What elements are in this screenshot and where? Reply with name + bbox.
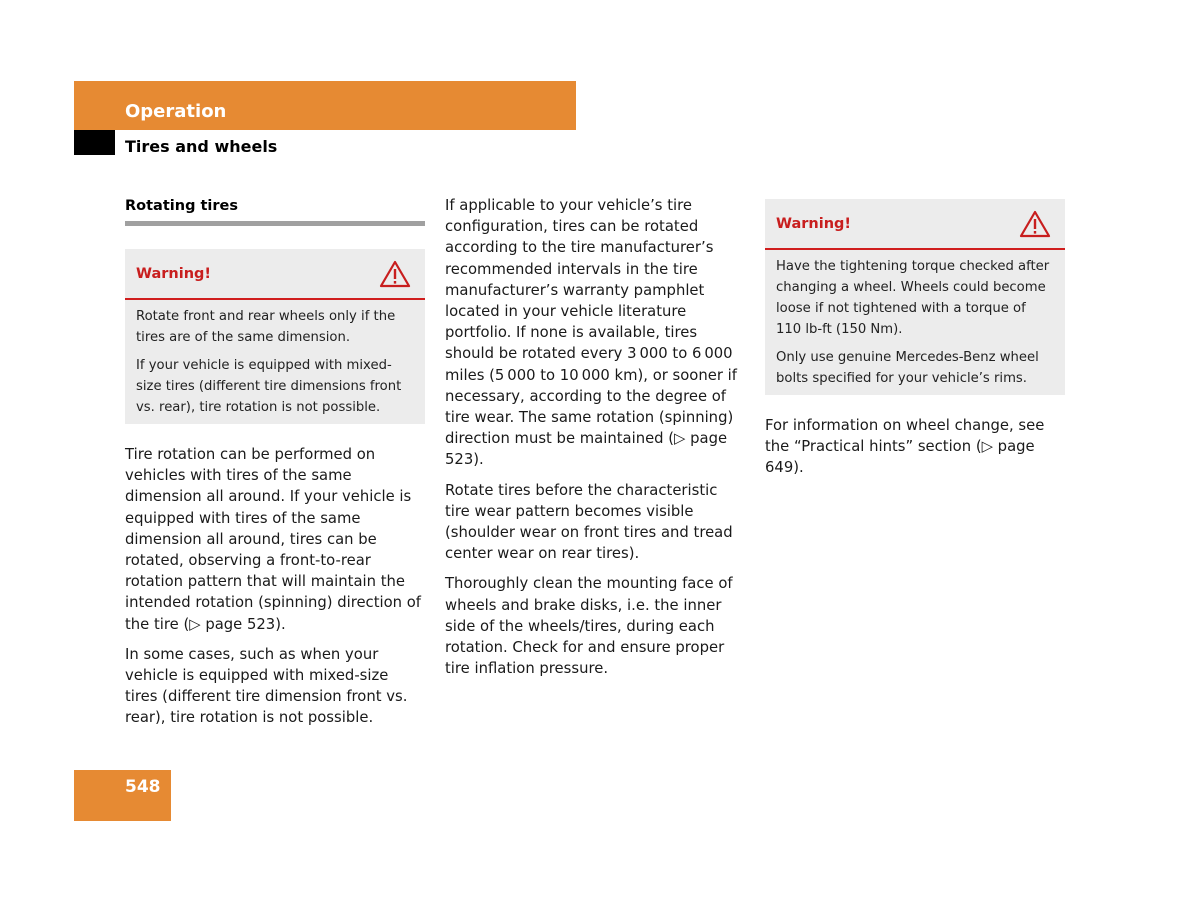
paragraph: For information on wheel change, see the “Practical hints” section (▷ page 649).: [765, 417, 1045, 477]
body-text: [765, 415, 1065, 479]
page-number: 548: [125, 777, 161, 797]
chapter-title: Operation: [125, 101, 227, 122]
subsection-heading: Rotating tires: [125, 195, 425, 226]
paragraph: Tire rotation can be performed on vehicles with tires of the same dimension all around. If your vehicle is equipped with tires of the same dimension all around, tires can be rotated, observing a front-to-rear rotation pattern that will maintain the intended rotation (spinning) direction of the tire (▷ page 523).: [125, 446, 422, 633]
column-2: [445, 195, 745, 688]
body-text: [445, 195, 745, 679]
warning-body: [765, 250, 1065, 395]
page-number-box: [74, 770, 171, 821]
warning-body: [125, 300, 425, 424]
body-text: [125, 444, 425, 729]
warning-label: Warning!: [136, 266, 212, 282]
warning-paragraph: If your vehicle is equipped with mixed-size tires (different tire dimensions front vs. rear), tire rotation is not possible.: [136, 358, 402, 415]
warning-header: [765, 199, 1065, 250]
paragraph: Rotate tires before the characteristic tire wear pattern becomes visible (shoulder wear on front tires and tread center wear on rear tires).: [445, 481, 733, 563]
warning-paragraph: Only use genuine Mercedes-Benz wheel bolts specified for your vehicle’s rims.: [776, 350, 1039, 386]
warning-paragraph: Have the tightening torque checked after changing a wheel. Wheels could become loose if not tightened with a torque of 110 lb-ft (150 Nm).: [776, 259, 1050, 337]
warning-triangle-icon: [379, 260, 411, 288]
warning-box-2: [765, 199, 1065, 395]
column-3: [765, 199, 1065, 488]
warning-paragraph: Rotate front and rear wheels only if the tires are of the same dimension.: [136, 309, 396, 345]
warning-triangle-icon: [1019, 210, 1051, 238]
header-bar: [74, 81, 576, 130]
warning-box-1: [125, 249, 425, 424]
paragraph: Thoroughly clean the mounting face of wheels and brake disks, i.e. the inner side of the wheels/tires, during each rotation. Check for and ensure proper tire inflation pressure.: [445, 575, 733, 678]
warning-label: Warning!: [776, 216, 852, 232]
paragraph: In some cases, such as when your vehicle is equipped with mixed-size tires (different tire dimension front vs. rear), tire rotation is not possible.: [125, 645, 408, 727]
paragraph: If applicable to your vehicle’s tire configuration, tires can be rotated according to the tire manufacturer’s recommended intervals in the tire manufacturer’s warranty pamphlet located in your vehicle literature portfolio. If none is available, tires should be rotated every 3 000 to 6 000 miles (5 000 to 10 000 km), or sooner if necessary, according to the degree of tire wear. The same rotation (spinning) direction must be maintained (▷ page 523).: [445, 197, 737, 469]
section-title: Tires and wheels: [125, 137, 278, 156]
warning-header: [125, 249, 425, 300]
section-marker: [74, 130, 115, 155]
column-1: [125, 195, 425, 738]
